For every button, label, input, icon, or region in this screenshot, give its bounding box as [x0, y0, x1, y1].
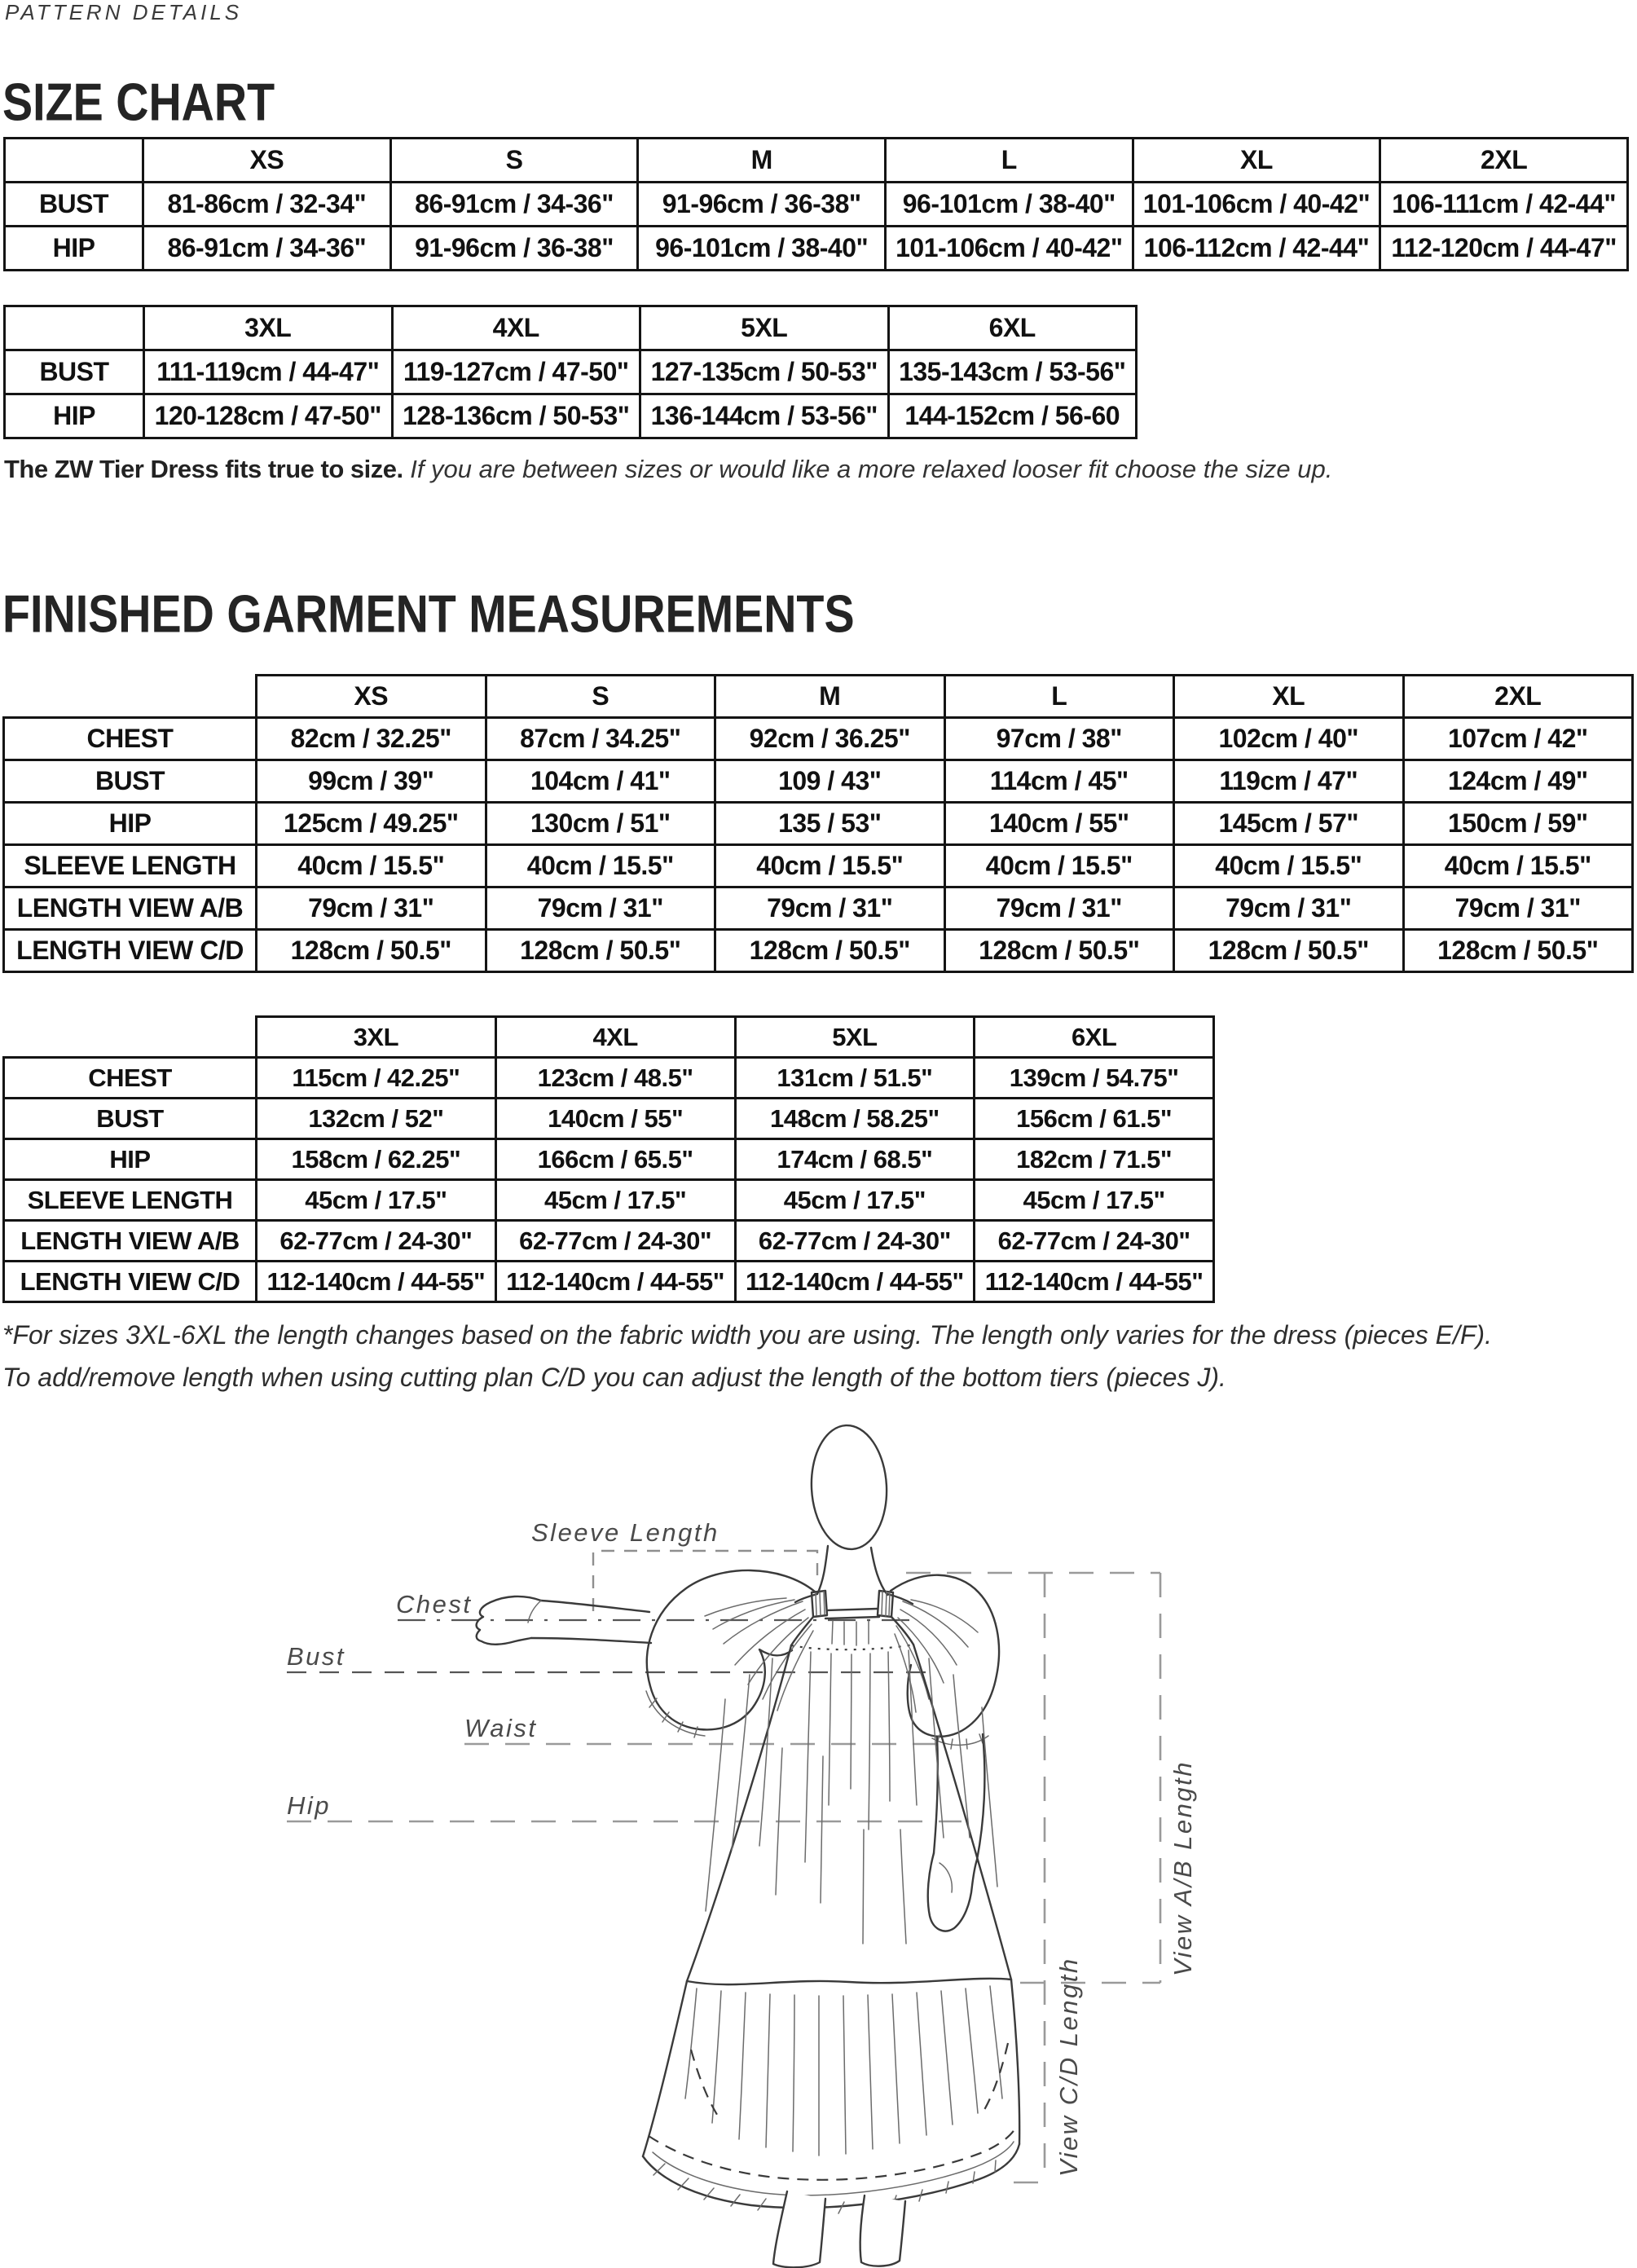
view-ab-guide-line: [1020, 1573, 1160, 1983]
length-footnote: [2, 1314, 1492, 1398]
measurement-value-cell: 119-127cm / 47-50": [392, 350, 640, 394]
measurement-value-cell: 150cm / 59": [1403, 803, 1633, 845]
size-column-header: M: [638, 139, 886, 183]
hem-inner-edge: [653, 2142, 1014, 2195]
fit-note: [4, 455, 1332, 484]
measurement-value-cell: 40cm / 15.5": [715, 845, 945, 887]
measurement-value-cell: 62-77cm / 24-30": [495, 1221, 735, 1262]
measurement-row: [4, 1262, 1214, 1302]
measurement-value-cell: 79cm / 31": [715, 887, 945, 930]
measurement-value-cell: 99cm / 39": [257, 760, 486, 803]
left-sleeve-gathers: [705, 1598, 813, 1711]
measurement-row-label: BUST: [4, 1099, 257, 1139]
measurement-value-cell: 128cm / 50.5": [257, 930, 486, 972]
measurement-value-cell: 139cm / 54.75": [975, 1058, 1214, 1099]
measurement-value-cell: 145cm / 57": [1174, 803, 1404, 845]
measurement-row-label: SLEEVE LENGTH: [4, 845, 257, 887]
measurement-row: [5, 227, 1628, 271]
measurement-row-label: BUST: [5, 183, 143, 227]
view-ab-length-label: View A/B Length: [1168, 1760, 1197, 1976]
size-column-header: 2XL: [1403, 676, 1633, 718]
footnote-line-2: To add/remove length when using cutting plan C/D you can adjust the length of the bottom tiers (pieces J).: [2, 1363, 1226, 1392]
right-foot: [860, 2195, 905, 2266]
measurement-row-label: BUST: [5, 350, 144, 394]
measurement-value-cell: 40cm / 15.5": [257, 845, 486, 887]
measurement-value-cell: 112-140cm / 44-55": [735, 1262, 975, 1302]
measurement-row: [4, 1099, 1214, 1139]
hem-outer-edge: [643, 2144, 1019, 2208]
figure-head: [808, 1424, 890, 1552]
measurement-value-cell: 79cm / 31": [1174, 887, 1404, 930]
measurement-value-cell: 148cm / 58.25": [735, 1099, 975, 1139]
measurement-guide-lines: [287, 1551, 1160, 2182]
chest-label: Chest: [396, 1590, 473, 1618]
fit-note-regular: If you are between sizes or would like a more relaxed looser fit choose the size up.: [403, 455, 1333, 483]
measurement-value-cell: 45cm / 17.5": [975, 1180, 1214, 1221]
measurement-row: [4, 1221, 1214, 1262]
bottom-tier-edges: [643, 1980, 1019, 2156]
measurement-value-cell: 40cm / 15.5": [486, 845, 715, 887]
measurement-row-label: BUST: [4, 760, 257, 803]
size-chart-extended-table: [3, 305, 1138, 439]
fit-note-bold: The ZW Tier Dress fits true to size.: [4, 455, 403, 483]
measurement-value-cell: 101-106cm / 40-42": [1133, 183, 1380, 227]
measurement-value-cell: 79cm / 31": [1403, 887, 1633, 930]
corner-cell: [5, 139, 143, 183]
measurement-value-cell: 96-101cm / 38-40": [638, 227, 886, 271]
size-column-header: XL: [1133, 139, 1380, 183]
size-header-row: [5, 139, 1628, 183]
sleeve-length-label: Sleeve Length: [531, 1518, 719, 1547]
measurement-value-cell: 135-143cm / 53-56": [888, 350, 1137, 394]
measurement-value-cell: 128-136cm / 50-53": [392, 394, 640, 438]
measurement-value-cell: 91-96cm / 36-38": [638, 183, 886, 227]
measurement-value-cell: 144-152cm / 56-60: [888, 394, 1137, 438]
measurement-row-label: HIP: [5, 227, 143, 271]
measurement-value-cell: 166cm / 65.5": [495, 1139, 735, 1180]
measurement-value-cell: 86-91cm / 34-36": [390, 183, 638, 227]
size-chart-standard-table: [3, 137, 1629, 271]
measurement-value-cell: 79cm / 31": [486, 887, 715, 930]
measurement-row: [5, 350, 1137, 394]
size-chart-standard-table-grid: [3, 137, 1629, 271]
corner-cell: [4, 1017, 257, 1058]
measurement-row-label: LENGTH VIEW C/D: [4, 930, 257, 972]
measurement-row: [5, 394, 1137, 438]
measurement-value-cell: 128cm / 50.5": [944, 930, 1174, 972]
finished-measurements-title: FINISHED GARMENT MEASUREMENTS: [2, 584, 855, 644]
measurement-value-cell: 115cm / 42.25": [257, 1058, 496, 1099]
measurement-row: [4, 887, 1633, 930]
size-header-row: [4, 676, 1633, 718]
measurement-value-cell: 102cm / 40": [1174, 718, 1404, 760]
size-chart-extended-table-grid: [3, 305, 1138, 439]
measurement-row: [4, 930, 1633, 972]
measurement-value-cell: 40cm / 15.5": [1403, 845, 1633, 887]
measurement-value-cell: 112-140cm / 44-55": [495, 1262, 735, 1302]
measurement-value-cell: 45cm / 17.5": [257, 1180, 496, 1221]
tier-seam: [687, 1979, 1011, 1984]
measurement-value-cell: 101-106cm / 40-42": [885, 227, 1133, 271]
size-column-header: 5XL: [640, 306, 889, 350]
size-column-header: M: [715, 676, 945, 718]
measurement-value-cell: 125cm / 49.25": [257, 803, 486, 845]
measurement-value-cell: 45cm / 17.5": [495, 1180, 735, 1221]
measurement-value-cell: 86-91cm / 34-36": [143, 227, 391, 271]
measurement-value-cell: 111-119cm / 44-47": [144, 350, 393, 394]
measurement-value-cell: 106-111cm / 42-44": [1380, 183, 1628, 227]
measurement-row: [4, 1180, 1214, 1221]
measurement-row: [4, 1139, 1214, 1180]
garment-measurement-diagram: [0, 1406, 1637, 2268]
measurement-row: [5, 183, 1628, 227]
measurement-value-cell: 91-96cm / 36-38": [390, 227, 638, 271]
measurement-value-cell: 107cm / 42": [1403, 718, 1633, 760]
measurement-value-cell: 124cm / 49": [1403, 760, 1633, 803]
page-eyebrow: PATTERN DETAILS: [5, 0, 243, 24]
size-column-header: 5XL: [735, 1017, 975, 1058]
size-chart-title: SIZE CHART: [2, 73, 275, 132]
measurement-value-cell: 131cm / 51.5": [735, 1058, 975, 1099]
size-column-header: L: [885, 139, 1133, 183]
size-column-header: 2XL: [1380, 139, 1628, 183]
measurement-value-cell: 79cm / 31": [257, 887, 486, 930]
measurement-value-cell: 135 / 53": [715, 803, 945, 845]
size-column-header: S: [390, 139, 638, 183]
size-column-header: 4XL: [495, 1017, 735, 1058]
measurement-row: [4, 1058, 1214, 1099]
measurement-value-cell: 128cm / 50.5": [715, 930, 945, 972]
measurement-value-cell: 136-144cm / 53-56": [640, 394, 889, 438]
measurement-value-cell: 109 / 43": [715, 760, 945, 803]
measurement-value-cell: 158cm / 62.25": [257, 1139, 496, 1180]
measurement-value-cell: 62-77cm / 24-30": [975, 1221, 1214, 1262]
measurement-value-cell: 62-77cm / 24-30": [735, 1221, 975, 1262]
size-column-header: XL: [1174, 676, 1404, 718]
hip-label: Hip: [287, 1791, 332, 1820]
measurement-value-cell: 128cm / 50.5": [1174, 930, 1404, 972]
measurement-value-cell: 119cm / 47": [1174, 760, 1404, 803]
measurement-row-label: HIP: [4, 803, 257, 845]
measurement-row-label: CHEST: [4, 1058, 257, 1099]
measurement-row-label: CHEST: [4, 718, 257, 760]
waist-label: Waist: [464, 1714, 538, 1742]
measurement-value-cell: 40cm / 15.5": [944, 845, 1174, 887]
size-column-header: 6XL: [975, 1017, 1214, 1058]
measurement-value-cell: 130cm / 51": [486, 803, 715, 845]
measurement-value-cell: 40cm / 15.5": [1174, 845, 1404, 887]
yoke-gather-lines: [832, 1621, 869, 1645]
square-neckline: [825, 1609, 879, 1618]
corner-cell: [5, 306, 144, 350]
bodice-yoke: [791, 1617, 913, 1645]
size-column-header: 3XL: [257, 1017, 496, 1058]
finished-extended-table: [2, 1015, 1215, 1303]
measurement-value-cell: 82cm / 32.25": [257, 718, 486, 760]
measurement-value-cell: 62-77cm / 24-30": [257, 1221, 496, 1262]
size-column-header: L: [944, 676, 1174, 718]
measurement-value-cell: 81-86cm / 32-34": [143, 183, 391, 227]
measurement-value-cell: 92cm / 36.25": [715, 718, 945, 760]
measurement-row: [4, 803, 1633, 845]
size-header-row: [4, 1017, 1214, 1058]
yoke-seam-dotted: [791, 1645, 913, 1649]
hem-facing-dashes: [691, 2043, 1008, 2117]
measurement-row: [4, 760, 1633, 803]
size-column-header: 6XL: [888, 306, 1137, 350]
skirt-gather-lines: [706, 1650, 997, 1944]
finished-standard-table: [2, 674, 1634, 973]
finished-standard-table-grid: [2, 674, 1634, 973]
size-header-row: [5, 306, 1137, 350]
finished-extended-table-grid: [2, 1015, 1215, 1303]
size-column-header: 3XL: [144, 306, 393, 350]
measurement-value-cell: 123cm / 48.5": [495, 1058, 735, 1099]
measurement-value-cell: 106-112cm / 42-44": [1133, 227, 1380, 271]
measurement-value-cell: 112-120cm / 44-47": [1380, 227, 1628, 271]
measurement-row-label: LENGTH VIEW A/B: [4, 1221, 257, 1262]
figure-neck: [795, 1546, 913, 1604]
measurement-value-cell: 174cm / 68.5": [735, 1139, 975, 1180]
measurement-value-cell: 182cm / 71.5": [975, 1139, 1214, 1180]
measurement-row-label: HIP: [5, 394, 144, 438]
measurement-value-cell: 156cm / 61.5": [975, 1099, 1214, 1139]
measurement-row: [4, 718, 1633, 760]
bottom-tier-gathers: [685, 1986, 1002, 2156]
measurement-value-cell: 140cm / 55": [495, 1099, 735, 1139]
measurement-row-label: LENGTH VIEW A/B: [4, 887, 257, 930]
left-foot: [773, 2191, 825, 2267]
measurement-row-label: SLEEVE LENGTH: [4, 1180, 257, 1221]
measurement-value-cell: 96-101cm / 38-40": [885, 183, 1133, 227]
measurement-value-cell: 128cm / 50.5": [1403, 930, 1633, 972]
measurement-value-cell: 127-135cm / 50-53": [640, 350, 889, 394]
footnote-line-1: *For sizes 3XL-6XL the length changes based on the fabric width you are using. The length only varies for the dress (pieces E/F).: [2, 1320, 1492, 1350]
right-thumb: [940, 1863, 952, 1892]
measurement-value-cell: 140cm / 55": [944, 803, 1174, 845]
measurement-value-cell: 112-140cm / 44-55": [257, 1262, 496, 1302]
measurement-value-cell: 128cm / 50.5": [486, 930, 715, 972]
measurement-row-label: HIP: [4, 1139, 257, 1180]
measurement-value-cell: 132cm / 52": [257, 1099, 496, 1139]
left-arm: [531, 1601, 651, 1643]
size-column-header: XS: [257, 676, 486, 718]
measurement-value-cell: 97cm / 38": [944, 718, 1174, 760]
measurement-value-cell: 114cm / 45": [944, 760, 1174, 803]
measurement-value-cell: 104cm / 41": [486, 760, 715, 803]
bust-label: Bust: [287, 1642, 346, 1671]
measurement-row-label: LENGTH VIEW C/D: [4, 1262, 257, 1302]
measurement-value-cell: 87cm / 34.25": [486, 718, 715, 760]
corner-cell: [4, 676, 257, 718]
measurement-value-cell: 79cm / 31": [944, 887, 1174, 930]
measurement-row: [4, 845, 1633, 887]
measurement-value-cell: 45cm / 17.5": [735, 1180, 975, 1221]
view-cd-length-label: View C/D Length: [1054, 1957, 1083, 2177]
right-hand: [928, 1853, 977, 1931]
size-column-header: XS: [143, 139, 391, 183]
measurement-value-cell: 112-140cm / 44-55": [975, 1262, 1214, 1302]
measurement-value-cell: 120-128cm / 47-50": [144, 394, 393, 438]
size-column-header: S: [486, 676, 715, 718]
size-column-header: 4XL: [392, 306, 640, 350]
